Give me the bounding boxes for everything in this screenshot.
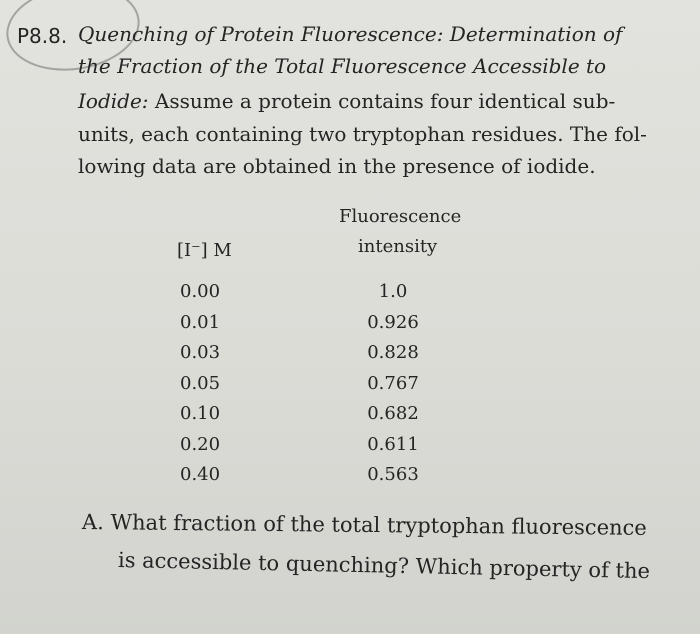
problem-number: P8.8.: [17, 24, 68, 48]
concentration-cell: 0.03: [180, 342, 221, 363]
problem-title-line2: [78, 50, 678, 82]
fluorescence-header-line1: Fluorescence: [339, 206, 462, 227]
problem-text-line5: lowing data are obtained in the presence of iodide.: [78, 154, 596, 178]
intensity-cell: 0.767: [367, 372, 419, 394]
intensity-column: [363, 277, 423, 491]
problem-text-line3: [78, 85, 678, 117]
iodide-label: Iodide:: [78, 89, 149, 113]
concentration-cell: 0.10: [180, 403, 221, 424]
concentration-cell: 0.20: [180, 433, 221, 455]
question-a-line1: A. What fraction of the total tryptophan fluorescence: [81, 510, 647, 540]
problem-text-line4: units, each containing two tryptophan residues. The fol-: [78, 122, 647, 146]
problem-text-3: Assume a protein contains four identical sub-: [148, 89, 616, 113]
concentration-column: [180, 277, 220, 491]
problem-title-line1: [78, 18, 678, 50]
concentration-cell: 0.40: [180, 464, 221, 485]
concentration-cell: 0.00: [180, 281, 221, 302]
concentration-cell: 0.05: [180, 372, 221, 394]
concentration-cell: 0.01: [180, 311, 221, 333]
fluorescence-header-line2: intensity: [358, 236, 438, 257]
intensity-cell: 1.0: [378, 281, 408, 302]
problem-title-text: Quenching of Protein Fluorescence: Determination of: [78, 22, 623, 46]
question-a-line2: is accessible to quenching? Which property of the: [117, 548, 651, 584]
intensity-cell: 0.828: [367, 342, 419, 363]
intensity-cell: 0.611: [367, 433, 419, 455]
problem-title-text-2: the Fraction of the Total Fluorescence Accessible to: [78, 54, 607, 78]
intensity-cell: 0.926: [367, 311, 419, 333]
intensity-cell: 0.563: [367, 464, 419, 485]
iodide-concentration-header: [I⁻] M: [177, 240, 232, 261]
intensity-cell: 0.682: [367, 403, 419, 424]
